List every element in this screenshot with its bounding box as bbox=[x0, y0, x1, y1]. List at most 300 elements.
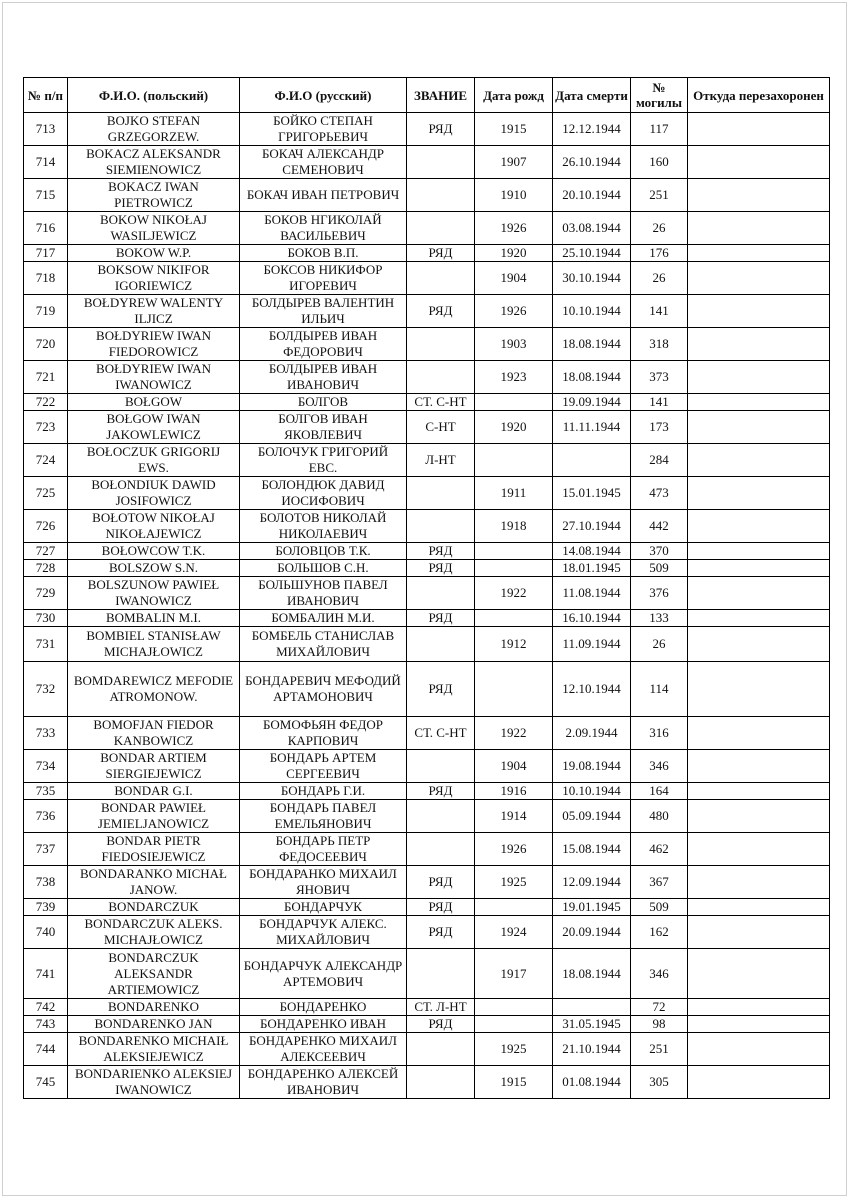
cell-grave-number: 98 bbox=[631, 1016, 688, 1033]
cell-reburied-from bbox=[688, 750, 830, 783]
cell-grave-number: 251 bbox=[631, 179, 688, 212]
cell-death-date: 20.10.1944 bbox=[553, 179, 631, 212]
table-row bbox=[24, 1016, 830, 1033]
table-row bbox=[24, 577, 830, 610]
cell-reburied-from bbox=[688, 717, 830, 750]
cell-death-date: 15.01.1945 bbox=[553, 477, 631, 510]
cell-name-russian: БОЛЬШОВ С.Н. bbox=[240, 560, 407, 577]
cell-name-polish: BONDAR PAWIEŁ JEMIELJANOWICZ bbox=[68, 800, 240, 833]
cell-name-russian: БОНДАРЬ ПАВЕЛ ЕМЕЛЬЯНОВИЧ bbox=[240, 800, 407, 833]
cell-birth-year: 1915 bbox=[475, 1066, 553, 1099]
cell-name-russian: БОМБАЛИН М.И. bbox=[240, 610, 407, 627]
cell-grave-number: 141 bbox=[631, 295, 688, 328]
cell-name-polish: BONDAR PIETR FIEDOSIEJEWICZ bbox=[68, 833, 240, 866]
cell-rank bbox=[407, 328, 475, 361]
cell-grave-number: 346 bbox=[631, 949, 688, 999]
cell-rank: РЯД bbox=[407, 916, 475, 949]
burial-registry-table bbox=[23, 77, 830, 1099]
cell-name-russian: БОНДАРЕНКО ИВАН bbox=[240, 1016, 407, 1033]
cell-row-number: 723 bbox=[24, 411, 68, 444]
table-row bbox=[24, 1066, 830, 1099]
cell-birth-year: 1926 bbox=[475, 212, 553, 245]
cell-name-polish: BOMDAREWICZ MEFODIE ATROMONOW. bbox=[68, 662, 240, 717]
cell-row-number: 740 bbox=[24, 916, 68, 949]
cell-name-russian: БОЛГОВ ИВАН ЯКОВЛЕВИЧ bbox=[240, 411, 407, 444]
cell-name-polish: BONDARCZUK ALEKSANDR ARTIEMOWICZ bbox=[68, 949, 240, 999]
cell-death-date: 10.10.1944 bbox=[553, 295, 631, 328]
cell-rank bbox=[407, 750, 475, 783]
cell-reburied-from bbox=[688, 328, 830, 361]
cell-birth-year: 1918 bbox=[475, 510, 553, 543]
cell-name-russian: БОЛДЫРЕВ ВАЛЕНТИН ИЛЬИЧ bbox=[240, 295, 407, 328]
table-row bbox=[24, 543, 830, 560]
cell-grave-number: 26 bbox=[631, 212, 688, 245]
table-row bbox=[24, 1033, 830, 1066]
cell-name-polish: BONDARENKO JAN bbox=[68, 1016, 240, 1033]
cell-death-date: 2.09.1944 bbox=[553, 717, 631, 750]
cell-rank: Л-НТ bbox=[407, 444, 475, 477]
cell-row-number: 729 bbox=[24, 577, 68, 610]
cell-name-russian: БОЙКО СТЕПАН ГРИГОРЬЕВИЧ bbox=[240, 113, 407, 146]
cell-row-number: 739 bbox=[24, 899, 68, 916]
cell-reburied-from bbox=[688, 999, 830, 1016]
cell-death-date: 12.09.1944 bbox=[553, 866, 631, 899]
cell-birth-year bbox=[475, 560, 553, 577]
cell-row-number: 719 bbox=[24, 295, 68, 328]
cell-grave-number: 367 bbox=[631, 866, 688, 899]
table-row bbox=[24, 783, 830, 800]
table-row bbox=[24, 444, 830, 477]
cell-row-number: 721 bbox=[24, 361, 68, 394]
cell-rank bbox=[407, 577, 475, 610]
cell-name-polish: BOKACZ IWAN PIETROWICZ bbox=[68, 179, 240, 212]
table-row bbox=[24, 212, 830, 245]
cell-name-russian: БОНДАРЕНКО МИХАИЛ АЛЕКСЕЕВИЧ bbox=[240, 1033, 407, 1066]
cell-death-date: 11.08.1944 bbox=[553, 577, 631, 610]
cell-name-polish: BOKOW NIKOŁAJ WASILJEWICZ bbox=[68, 212, 240, 245]
cell-reburied-from bbox=[688, 833, 830, 866]
table-row bbox=[24, 866, 830, 899]
cell-reburied-from bbox=[688, 916, 830, 949]
cell-name-russian: БОЛДЫРЕВ ИВАН ИВАНОВИЧ bbox=[240, 361, 407, 394]
cell-name-russian: БОКАЧ ИВАН ПЕТРОВИЧ bbox=[240, 179, 407, 212]
table-row bbox=[24, 361, 830, 394]
cell-rank bbox=[407, 361, 475, 394]
cell-death-date: 18.08.1944 bbox=[553, 328, 631, 361]
cell-rank bbox=[407, 179, 475, 212]
cell-name-polish: BOMOFJAN FIEDOR KANBOWICZ bbox=[68, 717, 240, 750]
cell-death-date: 18.08.1944 bbox=[553, 361, 631, 394]
table-row bbox=[24, 295, 830, 328]
cell-rank: РЯД bbox=[407, 295, 475, 328]
cell-row-number: 744 bbox=[24, 1033, 68, 1066]
cell-name-russian: БОНДАРЧУК АЛЕКСАНДР АРТЕМОВИЧ bbox=[240, 949, 407, 999]
cell-grave-number: 442 bbox=[631, 510, 688, 543]
cell-birth-year: 1904 bbox=[475, 750, 553, 783]
cell-reburied-from bbox=[688, 627, 830, 662]
cell-name-polish: BOLSZUNOW PAWIEŁ IWANOWICZ bbox=[68, 577, 240, 610]
cell-birth-year bbox=[475, 444, 553, 477]
cell-death-date: 18.01.1945 bbox=[553, 560, 631, 577]
cell-death-date: 10.10.1944 bbox=[553, 783, 631, 800]
cell-birth-year: 1916 bbox=[475, 783, 553, 800]
table-row bbox=[24, 899, 830, 916]
cell-reburied-from bbox=[688, 543, 830, 560]
cell-reburied-from bbox=[688, 866, 830, 899]
cell-name-russian: БОЛОНДЮК ДАВИД ИОСИФОВИЧ bbox=[240, 477, 407, 510]
cell-rank: РЯД bbox=[407, 610, 475, 627]
cell-birth-year: 1926 bbox=[475, 295, 553, 328]
cell-row-number: 713 bbox=[24, 113, 68, 146]
cell-row-number: 738 bbox=[24, 866, 68, 899]
cell-row-number: 733 bbox=[24, 717, 68, 750]
cell-name-polish: BOŁGOW bbox=[68, 394, 240, 411]
cell-reburied-from bbox=[688, 361, 830, 394]
table-row bbox=[24, 750, 830, 783]
cell-grave-number: 173 bbox=[631, 411, 688, 444]
cell-death-date: 26.10.1944 bbox=[553, 146, 631, 179]
table-row bbox=[24, 477, 830, 510]
cell-rank bbox=[407, 212, 475, 245]
cell-grave-number: 162 bbox=[631, 916, 688, 949]
table-row bbox=[24, 262, 830, 295]
cell-row-number: 718 bbox=[24, 262, 68, 295]
cell-death-date: 14.08.1944 bbox=[553, 543, 631, 560]
cell-reburied-from bbox=[688, 783, 830, 800]
cell-name-polish: BONDAR ARTIEM SIERGIEJEWICZ bbox=[68, 750, 240, 783]
cell-name-russian: БОКСОВ НИКИФОР ИГОРЕВИЧ bbox=[240, 262, 407, 295]
cell-birth-year bbox=[475, 662, 553, 717]
table-row bbox=[24, 662, 830, 717]
cell-grave-number: 370 bbox=[631, 543, 688, 560]
table-row bbox=[24, 717, 830, 750]
cell-row-number: 715 bbox=[24, 179, 68, 212]
col-header-death-date: Дата смерти bbox=[553, 78, 631, 113]
cell-name-polish: BONDARCZUK ALEKS. MICHAJŁOWICZ bbox=[68, 916, 240, 949]
cell-birth-year bbox=[475, 610, 553, 627]
cell-name-polish: BOKOW W.P. bbox=[68, 245, 240, 262]
cell-grave-number: 284 bbox=[631, 444, 688, 477]
table-row bbox=[24, 800, 830, 833]
cell-grave-number: 251 bbox=[631, 1033, 688, 1066]
cell-death-date: 27.10.1944 bbox=[553, 510, 631, 543]
cell-grave-number: 114 bbox=[631, 662, 688, 717]
cell-death-date: 19.09.1944 bbox=[553, 394, 631, 411]
cell-rank: РЯД bbox=[407, 560, 475, 577]
cell-reburied-from bbox=[688, 1066, 830, 1099]
cell-name-polish: BONDARCZUK bbox=[68, 899, 240, 916]
col-header-birth-date: Дата рожд bbox=[475, 78, 553, 113]
cell-death-date: 31.05.1945 bbox=[553, 1016, 631, 1033]
cell-rank bbox=[407, 1033, 475, 1066]
cell-death-date: 30.10.1944 bbox=[553, 262, 631, 295]
table-row bbox=[24, 179, 830, 212]
cell-reburied-from bbox=[688, 949, 830, 999]
cell-name-polish: BOŁOCZUK GRIGORIJ EWS. bbox=[68, 444, 240, 477]
cell-name-russian: БОНДАРЬ Г.И. bbox=[240, 783, 407, 800]
cell-birth-year: 1915 bbox=[475, 113, 553, 146]
cell-reburied-from bbox=[688, 444, 830, 477]
cell-row-number: 737 bbox=[24, 833, 68, 866]
cell-death-date: 21.10.1944 bbox=[553, 1033, 631, 1066]
cell-name-russian: БОЛОТОВ НИКОЛАЙ НИКОЛАЕВИЧ bbox=[240, 510, 407, 543]
cell-name-polish: BOŁOWCOW T.K. bbox=[68, 543, 240, 560]
cell-name-russian: БОМОФЬЯН ФЕДОР КАРПОВИЧ bbox=[240, 717, 407, 750]
cell-name-polish: BOŁGOW IWAN JAKOWLEWICZ bbox=[68, 411, 240, 444]
table-row bbox=[24, 949, 830, 999]
cell-reburied-from bbox=[688, 113, 830, 146]
cell-reburied-from bbox=[688, 212, 830, 245]
cell-name-russian: БОНДАРЕНКО bbox=[240, 999, 407, 1016]
cell-death-date: 15.08.1944 bbox=[553, 833, 631, 866]
cell-death-date bbox=[553, 999, 631, 1016]
cell-name-russian: БОЛОВЦОВ Т.К. bbox=[240, 543, 407, 560]
cell-grave-number: 480 bbox=[631, 800, 688, 833]
cell-rank: РЯД bbox=[407, 662, 475, 717]
cell-row-number: 726 bbox=[24, 510, 68, 543]
cell-death-date: 16.10.1944 bbox=[553, 610, 631, 627]
cell-reburied-from bbox=[688, 1016, 830, 1033]
cell-death-date: 20.09.1944 bbox=[553, 916, 631, 949]
cell-death-date: 11.09.1944 bbox=[553, 627, 631, 662]
cell-grave-number: 72 bbox=[631, 999, 688, 1016]
cell-row-number: 731 bbox=[24, 627, 68, 662]
cell-grave-number: 164 bbox=[631, 783, 688, 800]
cell-rank: РЯД bbox=[407, 899, 475, 916]
cell-birth-year: 1904 bbox=[475, 262, 553, 295]
cell-reburied-from bbox=[688, 245, 830, 262]
cell-rank bbox=[407, 477, 475, 510]
cell-name-polish: BOLSZOW S.N. bbox=[68, 560, 240, 577]
cell-rank: РЯД bbox=[407, 245, 475, 262]
cell-death-date: 12.10.1944 bbox=[553, 662, 631, 717]
cell-name-russian: БОНДАРЬ ПЕТР ФЕДОСЕЕВИЧ bbox=[240, 833, 407, 866]
table-row bbox=[24, 245, 830, 262]
cell-row-number: 724 bbox=[24, 444, 68, 477]
col-header-name-polish: Ф.И.О. (польский) bbox=[68, 78, 240, 113]
cell-name-russian: БОНДАРЬ АРТЕМ СЕРГЕЕВИЧ bbox=[240, 750, 407, 783]
cell-name-polish: BOŁDYREW WALENTY ILJICZ bbox=[68, 295, 240, 328]
cell-birth-year: 1914 bbox=[475, 800, 553, 833]
cell-birth-year: 1903 bbox=[475, 328, 553, 361]
cell-name-polish: BOKSOW NIKIFOR IGORIEWICZ bbox=[68, 262, 240, 295]
cell-grave-number: 117 bbox=[631, 113, 688, 146]
cell-birth-year: 1926 bbox=[475, 833, 553, 866]
table-row bbox=[24, 146, 830, 179]
cell-name-polish: BONDARENKO MICHAIŁ ALEKSIEJEWICZ bbox=[68, 1033, 240, 1066]
table-row bbox=[24, 560, 830, 577]
cell-grave-number: 316 bbox=[631, 717, 688, 750]
cell-birth-year: 1920 bbox=[475, 245, 553, 262]
cell-rank bbox=[407, 800, 475, 833]
cell-row-number: 725 bbox=[24, 477, 68, 510]
cell-rank: РЯД bbox=[407, 866, 475, 899]
table-row bbox=[24, 411, 830, 444]
cell-rank: РЯД bbox=[407, 113, 475, 146]
cell-name-russian: БОКАЧ АЛЕКСАНДР СЕМЕНОВИЧ bbox=[240, 146, 407, 179]
cell-grave-number: 133 bbox=[631, 610, 688, 627]
cell-row-number: 727 bbox=[24, 543, 68, 560]
cell-rank bbox=[407, 627, 475, 662]
cell-rank: СТ. Л-НТ bbox=[407, 999, 475, 1016]
cell-name-russian: БОЛГОВ bbox=[240, 394, 407, 411]
cell-name-russian: БОНДАРЕВИЧ МЕФОДИЙ АРТАМОНОВИЧ bbox=[240, 662, 407, 717]
cell-death-date: 12.12.1944 bbox=[553, 113, 631, 146]
cell-row-number: 735 bbox=[24, 783, 68, 800]
cell-grave-number: 376 bbox=[631, 577, 688, 610]
cell-birth-year: 1920 bbox=[475, 411, 553, 444]
table-row bbox=[24, 916, 830, 949]
cell-reburied-from bbox=[688, 662, 830, 717]
cell-row-number: 714 bbox=[24, 146, 68, 179]
cell-row-number: 742 bbox=[24, 999, 68, 1016]
cell-birth-year: 1917 bbox=[475, 949, 553, 999]
cell-reburied-from bbox=[688, 394, 830, 411]
cell-rank: РЯД bbox=[407, 1016, 475, 1033]
cell-grave-number: 141 bbox=[631, 394, 688, 411]
cell-grave-number: 160 bbox=[631, 146, 688, 179]
cell-reburied-from bbox=[688, 577, 830, 610]
cell-name-russian: БОНДАРЧУК bbox=[240, 899, 407, 916]
cell-reburied-from bbox=[688, 295, 830, 328]
table-row bbox=[24, 394, 830, 411]
cell-grave-number: 176 bbox=[631, 245, 688, 262]
cell-name-russian: БОКОВ НГИКОЛАЙ ВАСИЛЬЕВИЧ bbox=[240, 212, 407, 245]
col-header-reburied-from: Откуда перезахоронен bbox=[688, 78, 830, 113]
cell-death-date bbox=[553, 444, 631, 477]
cell-death-date: 03.08.1944 bbox=[553, 212, 631, 245]
cell-birth-year bbox=[475, 543, 553, 560]
cell-death-date: 11.11.1944 bbox=[553, 411, 631, 444]
cell-rank bbox=[407, 510, 475, 543]
cell-death-date: 01.08.1944 bbox=[553, 1066, 631, 1099]
cell-row-number: 732 bbox=[24, 662, 68, 717]
cell-name-polish: BOŁDYRIEW IWAN IWANOWICZ bbox=[68, 361, 240, 394]
cell-death-date: 18.08.1944 bbox=[553, 949, 631, 999]
cell-grave-number: 305 bbox=[631, 1066, 688, 1099]
table-row bbox=[24, 510, 830, 543]
cell-name-russian: БОМБЕЛЬ СТАНИСЛАВ МИХАЙЛОВИЧ bbox=[240, 627, 407, 662]
cell-reburied-from bbox=[688, 179, 830, 212]
cell-row-number: 728 bbox=[24, 560, 68, 577]
cell-birth-year: 1925 bbox=[475, 866, 553, 899]
cell-row-number: 730 bbox=[24, 610, 68, 627]
cell-name-polish: BOŁOTOW NIKOŁAJ NIKOŁAJEWICZ bbox=[68, 510, 240, 543]
cell-death-date: 05.09.1944 bbox=[553, 800, 631, 833]
table-row bbox=[24, 627, 830, 662]
cell-birth-year: 1923 bbox=[475, 361, 553, 394]
cell-name-polish: BONDARANKO MICHAŁ JANOW. bbox=[68, 866, 240, 899]
cell-birth-year: 1912 bbox=[475, 627, 553, 662]
cell-birth-year: 1911 bbox=[475, 477, 553, 510]
cell-reburied-from bbox=[688, 610, 830, 627]
cell-death-date: 19.01.1945 bbox=[553, 899, 631, 916]
cell-name-polish: BOMBALIN M.I. bbox=[68, 610, 240, 627]
cell-reburied-from bbox=[688, 800, 830, 833]
cell-birth-year bbox=[475, 899, 553, 916]
cell-reburied-from bbox=[688, 899, 830, 916]
table-row bbox=[24, 999, 830, 1016]
cell-birth-year: 1924 bbox=[475, 916, 553, 949]
cell-rank: С-НТ bbox=[407, 411, 475, 444]
cell-row-number: 722 bbox=[24, 394, 68, 411]
cell-grave-number: 509 bbox=[631, 899, 688, 916]
cell-birth-year: 1922 bbox=[475, 717, 553, 750]
cell-reburied-from bbox=[688, 411, 830, 444]
cell-row-number: 717 bbox=[24, 245, 68, 262]
cell-death-date: 19.08.1944 bbox=[553, 750, 631, 783]
cell-grave-number: 26 bbox=[631, 627, 688, 662]
cell-reburied-from bbox=[688, 477, 830, 510]
cell-rank bbox=[407, 262, 475, 295]
registry-body bbox=[24, 113, 830, 1099]
col-header-number: № п/п bbox=[24, 78, 68, 113]
cell-name-russian: БОНДАРЧУК АЛЕКС. МИХАЙЛОВИЧ bbox=[240, 916, 407, 949]
cell-rank bbox=[407, 949, 475, 999]
table-row bbox=[24, 113, 830, 146]
cell-grave-number: 346 bbox=[631, 750, 688, 783]
cell-name-russian: БОЛЬШУНОВ ПАВЕЛ ИВАНОВИЧ bbox=[240, 577, 407, 610]
cell-name-russian: БОНДАРАНКО МИХАИЛ ЯНОВИЧ bbox=[240, 866, 407, 899]
table-row bbox=[24, 328, 830, 361]
cell-name-polish: BONDARIENKO ALEKSIEJ IWANOWICZ bbox=[68, 1066, 240, 1099]
cell-reburied-from bbox=[688, 262, 830, 295]
col-header-name-russian: Ф.И.О (русский) bbox=[240, 78, 407, 113]
cell-grave-number: 473 bbox=[631, 477, 688, 510]
cell-birth-year: 1922 bbox=[475, 577, 553, 610]
cell-row-number: 716 bbox=[24, 212, 68, 245]
cell-grave-number: 462 bbox=[631, 833, 688, 866]
cell-row-number: 720 bbox=[24, 328, 68, 361]
col-header-rank: ЗВАНИЕ bbox=[407, 78, 475, 113]
cell-birth-year bbox=[475, 394, 553, 411]
cell-name-russian: БОЛДЫРЕВ ИВАН ФЕДОРОВИЧ bbox=[240, 328, 407, 361]
table-row bbox=[24, 833, 830, 866]
cell-rank bbox=[407, 833, 475, 866]
cell-name-polish: BOMBIEL STANISŁAW MICHAJŁOWICZ bbox=[68, 627, 240, 662]
cell-birth-year bbox=[475, 1016, 553, 1033]
cell-name-russian: БОКОВ В.П. bbox=[240, 245, 407, 262]
cell-rank bbox=[407, 146, 475, 179]
cell-grave-number: 509 bbox=[631, 560, 688, 577]
cell-birth-year: 1910 bbox=[475, 179, 553, 212]
cell-row-number: 741 bbox=[24, 949, 68, 999]
cell-rank: РЯД bbox=[407, 543, 475, 560]
cell-death-date: 25.10.1944 bbox=[553, 245, 631, 262]
cell-birth-year: 1907 bbox=[475, 146, 553, 179]
cell-name-polish: BOJKO STEFAN GRZEGORZEW. bbox=[68, 113, 240, 146]
cell-reburied-from bbox=[688, 510, 830, 543]
cell-rank: СТ. С-НТ bbox=[407, 717, 475, 750]
cell-row-number: 734 bbox=[24, 750, 68, 783]
cell-name-polish: BOKACZ ALEKSANDR SIEMIENOWICZ bbox=[68, 146, 240, 179]
cell-birth-year bbox=[475, 999, 553, 1016]
cell-name-polish: BOŁDYRIEW IWAN FIEDOROWICZ bbox=[68, 328, 240, 361]
cell-rank bbox=[407, 1066, 475, 1099]
cell-rank: РЯД bbox=[407, 783, 475, 800]
table-row bbox=[24, 610, 830, 627]
cell-reburied-from bbox=[688, 560, 830, 577]
cell-birth-year: 1925 bbox=[475, 1033, 553, 1066]
col-header-grave-number: № могилы bbox=[631, 78, 688, 113]
cell-grave-number: 26 bbox=[631, 262, 688, 295]
cell-row-number: 736 bbox=[24, 800, 68, 833]
cell-row-number: 745 bbox=[24, 1066, 68, 1099]
cell-reburied-from bbox=[688, 1033, 830, 1066]
cell-name-polish: BONDAR G.I. bbox=[68, 783, 240, 800]
cell-name-polish: BONDARENKO bbox=[68, 999, 240, 1016]
cell-grave-number: 318 bbox=[631, 328, 688, 361]
